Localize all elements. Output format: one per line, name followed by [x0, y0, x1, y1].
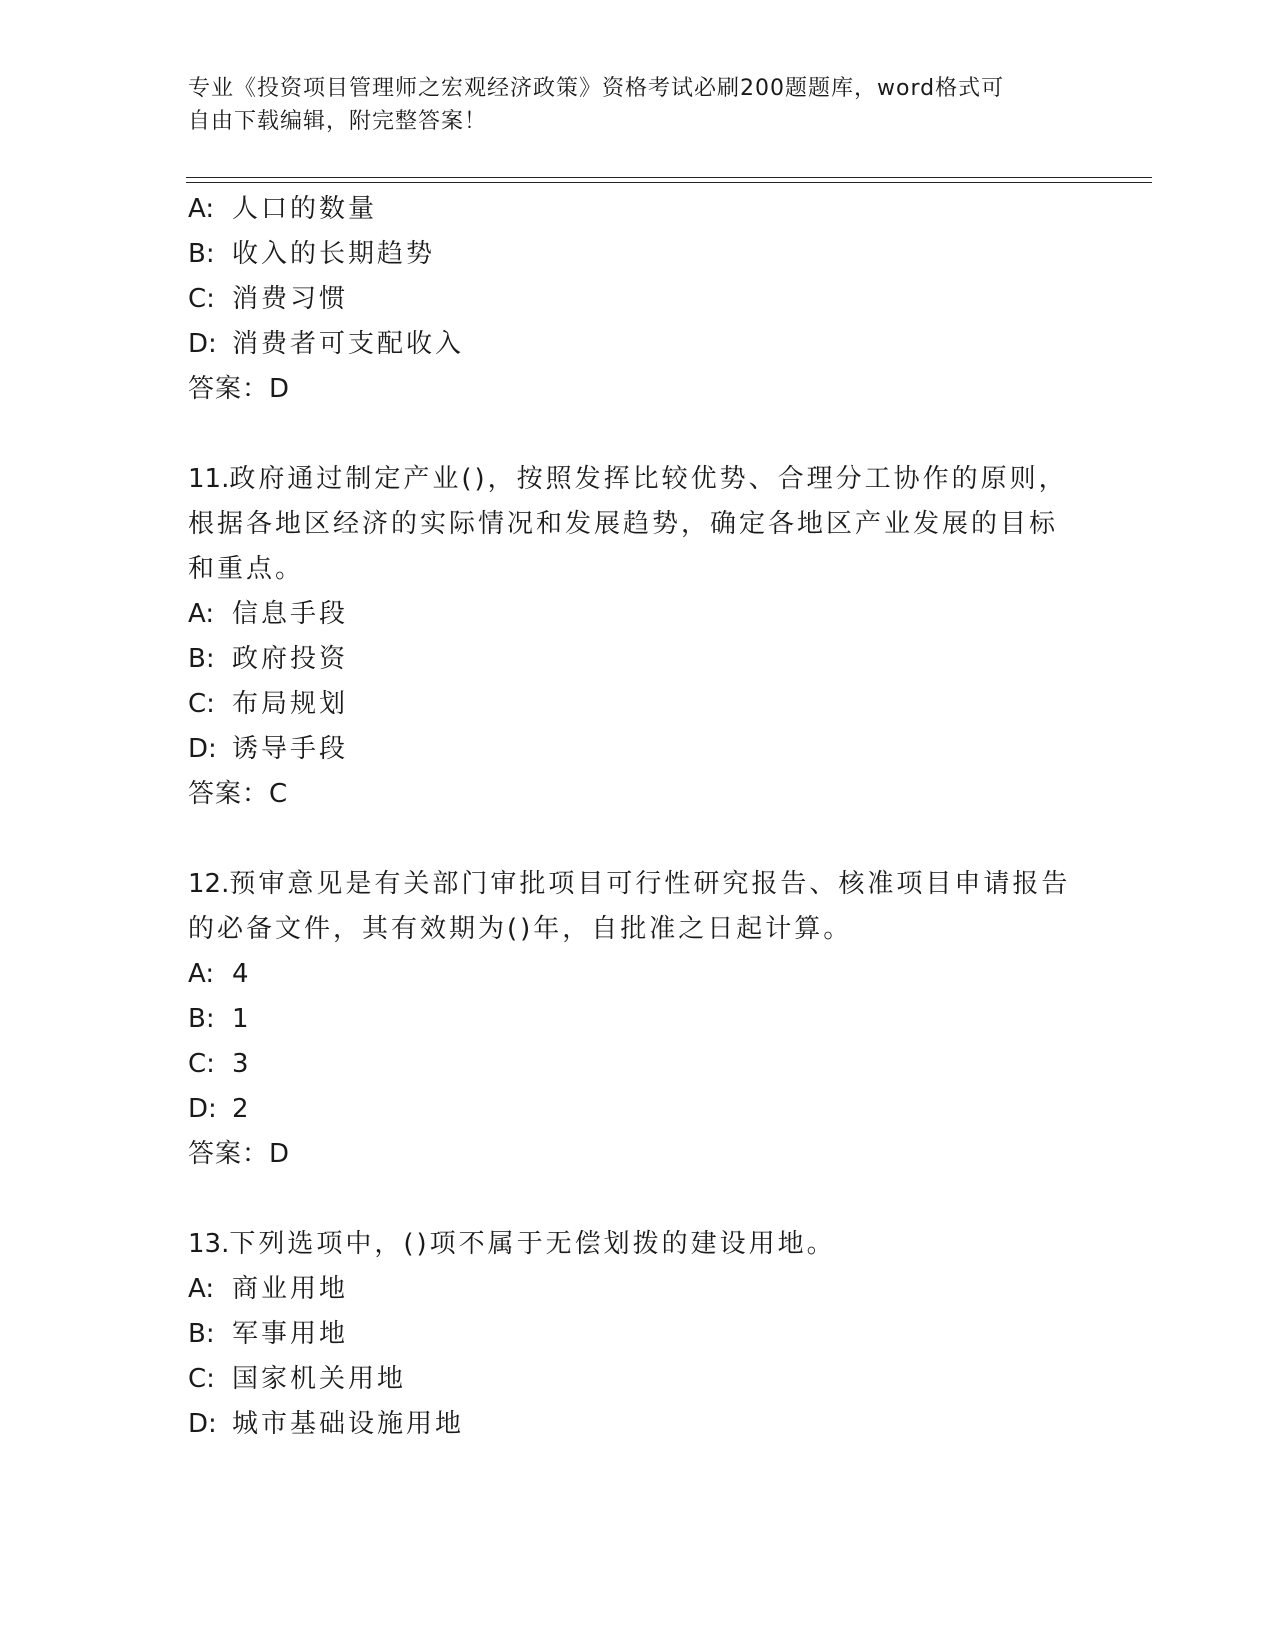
q12-stem-line-2: 的必备文件，其有效期为()年，自批准之日起计算。: [188, 914, 853, 944]
q11-stem-line-2: 根据各地区经济的实际情况和发展趋势，确定各地区产业发展的目标: [188, 509, 1059, 539]
q13-option-d: [188, 1407, 464, 1441]
option-text: 消费习惯: [232, 284, 349, 314]
q12-option-d: [188, 1092, 252, 1126]
option-text: 军事用地: [232, 1319, 349, 1349]
q13-option-a: [188, 1272, 348, 1306]
header-divider-bottom: [186, 182, 1152, 183]
q11-answer: 答案：C: [188, 779, 289, 809]
question-text: 下列选项中，()项不属于无偿划拨的建设用地。: [229, 1229, 836, 1259]
document-header: [188, 72, 1088, 138]
option-text: 诱导手段: [232, 734, 349, 764]
option-text: 1: [232, 1004, 252, 1034]
q11-option-c: [188, 687, 348, 721]
q10-option-c: [188, 282, 348, 316]
option-text: 3: [232, 1049, 252, 1079]
option-text: 商业用地: [232, 1274, 349, 1304]
option-text: 2: [232, 1094, 252, 1124]
option-letter: C:: [188, 1364, 215, 1394]
question-number: 11.: [188, 464, 230, 494]
option-letter: B:: [188, 1004, 215, 1034]
q13-stem-line-1: [188, 1227, 836, 1261]
option-text: 城市基础设施用地: [232, 1409, 465, 1439]
option-letter: D:: [188, 1409, 217, 1439]
q12-answer: 答案：D: [188, 1139, 291, 1169]
q12-option-c: [188, 1047, 252, 1081]
q10-option-d: [188, 327, 464, 361]
option-text: 消费者可支配收入: [232, 329, 465, 359]
option-letter: A:: [188, 599, 215, 629]
option-text: 布局规划: [232, 689, 349, 719]
header-line-1: 专业《投资项目管理师之宏观经济政策》资格考试必刷200题题库，word格式可: [188, 76, 1005, 101]
option-letter: C:: [188, 689, 215, 719]
q12-option-b: [188, 1002, 252, 1036]
question-number: 12.: [188, 869, 230, 899]
question-text: 政府通过制定产业()，按照发挥比较优势、合理分工协作的原则，: [229, 464, 1068, 494]
q10-option-a: [188, 192, 377, 226]
q11-option-d: [188, 732, 348, 766]
q11-stem-line-3: 和重点。: [188, 554, 305, 584]
option-letter: B:: [188, 1319, 215, 1349]
option-letter: D:: [188, 329, 217, 359]
q12-stem-line-1: [188, 867, 1070, 901]
option-letter: B:: [188, 644, 215, 674]
header-divider-top: [186, 177, 1152, 178]
question-number: 13.: [188, 1229, 230, 1259]
option-letter: D:: [188, 734, 217, 764]
option-letter: B:: [188, 239, 215, 269]
q10-option-b: [188, 237, 435, 271]
option-letter: A:: [188, 959, 215, 989]
q11-option-a: [188, 597, 348, 631]
option-letter: C:: [188, 1049, 215, 1079]
q12-option-a: [188, 957, 252, 991]
option-letter: A:: [188, 1274, 215, 1304]
q13-option-c: [188, 1362, 406, 1396]
option-letter: C:: [188, 284, 215, 314]
option-text: 人口的数量: [232, 194, 378, 224]
q11-stem-line-1: [188, 462, 1068, 496]
option-text: 收入的长期趋势: [232, 239, 436, 269]
option-text: 信息手段: [232, 599, 349, 629]
q13-option-b: [188, 1317, 348, 1351]
option-letter: A:: [188, 194, 215, 224]
option-text: 国家机关用地: [232, 1364, 407, 1394]
header-line-2: 自由下载编辑，附完整答案！: [188, 109, 488, 134]
option-text: 4: [232, 959, 252, 989]
q11-option-b: [188, 642, 348, 676]
option-text: 政府投资: [232, 644, 349, 674]
option-letter: D:: [188, 1094, 217, 1124]
question-text: 预审意见是有关部门审批项目可行性研究报告、核准项目申请报告: [229, 869, 1071, 899]
q10-answer: 答案：D: [188, 374, 291, 404]
